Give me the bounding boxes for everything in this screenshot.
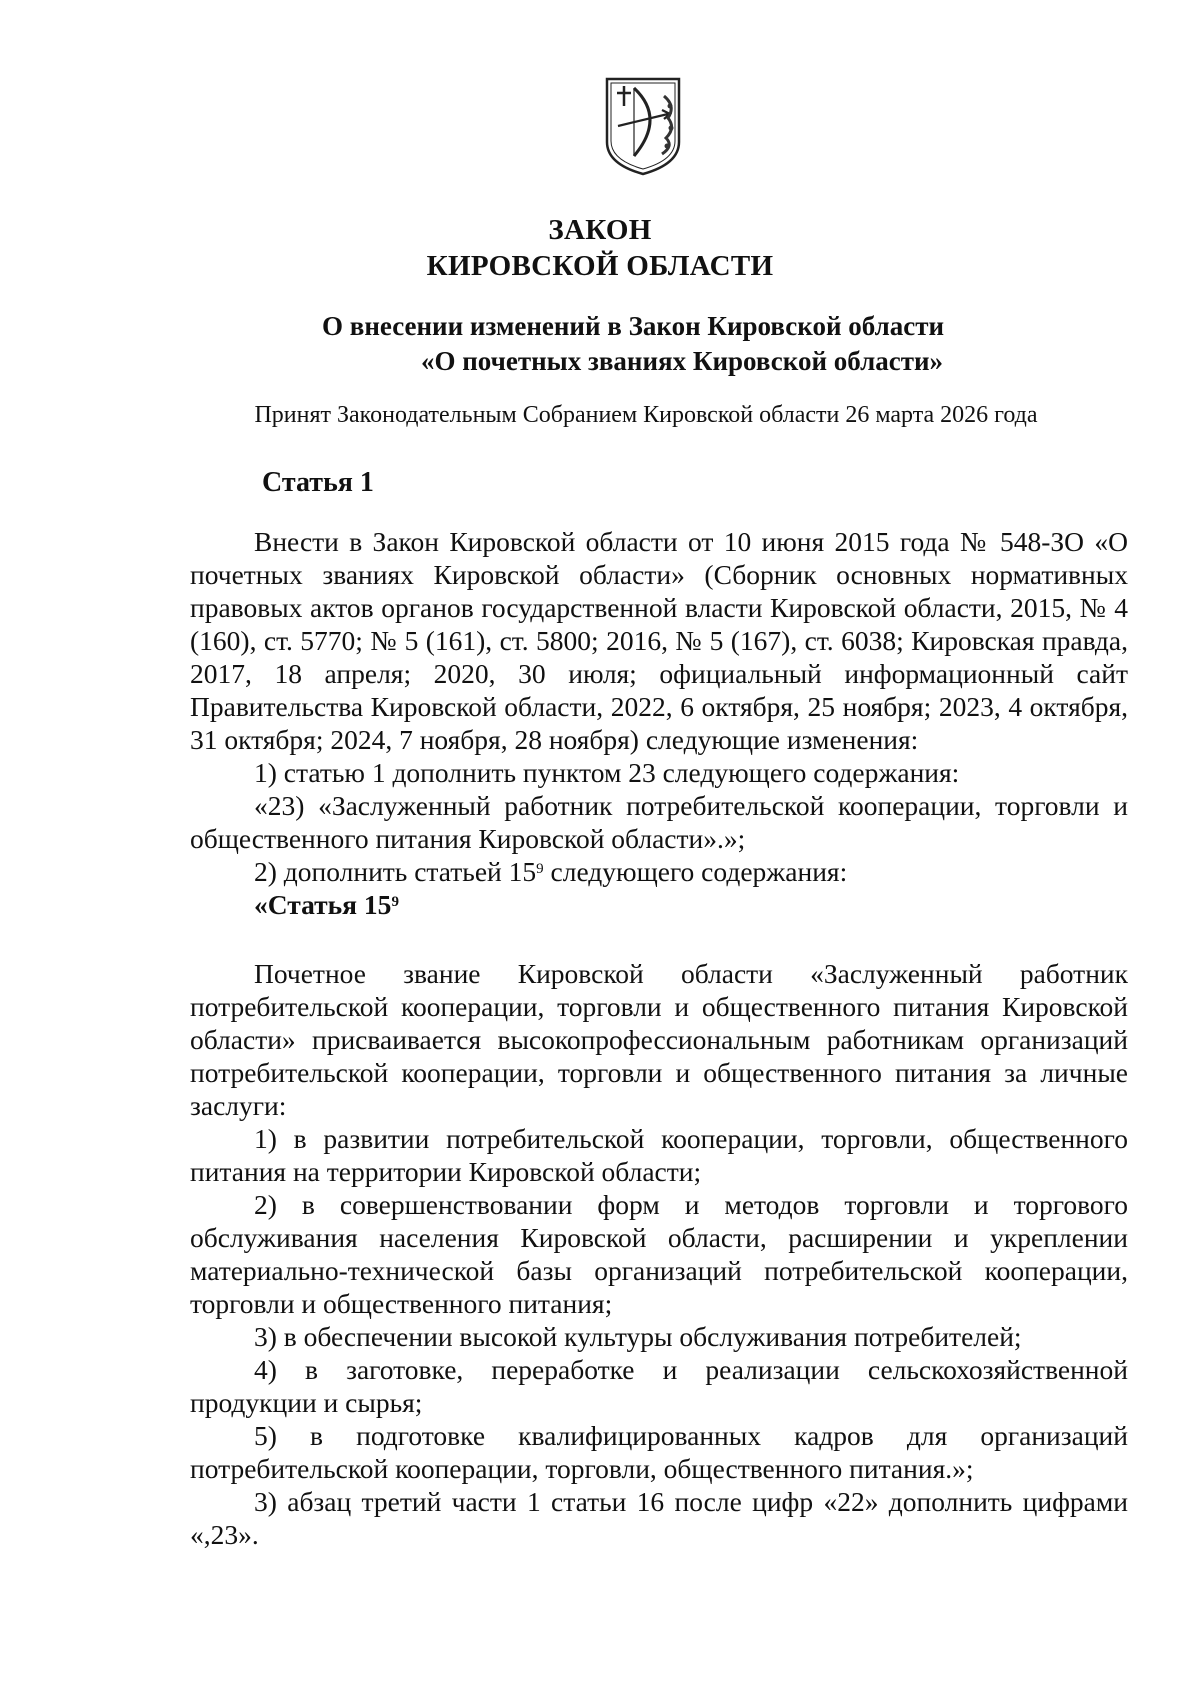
article-intro-paragraph: Внести в Закон Кировской области от 10 июня 2015 года № 548-ЗО «О почетных званиях Кировской области» (Сборник основных нормативных правовых актов органов государственной власти Кировской области, 2015, № 4 (160), ст. 5770; № 5 (161), ст. 5800; 2016, № 5 (167), ст. 6038; Кировская правда, 2017, 18 апреля; 2020, 30 июля; официальный информационный сайт Правительства Кировской области, 2022, 6 октября, 25 ноября; 2023, 4 октября, 31 октября; 2024, 7 ноября, 28 ноября) следующие изменения: — [190, 526, 1128, 755]
amendment-item-1: 1) статью 1 дополнить пунктом 23 следующего содержания: — [254, 757, 960, 788]
amendment-item-2-text: 2) дополнить статьей 15 — [254, 856, 537, 887]
law-subtitle-line1: О внесении изменений в Закон Кировской области — [322, 311, 945, 341]
article-heading: Статья 1 — [262, 467, 374, 498]
amendment-item-2-superscript: 9 — [536, 861, 544, 877]
merit-item-5: 5) в подготовке квалифицированных кадров для организаций потребительской кооперации, торговли, общественного питания.»; — [190, 1420, 1128, 1484]
merit-item-2: 2) в совершенствовании форм и методов торговли и торгового обслуживания населения Кировской области, расширении и укреплении материально-технической базы организаций потребительской кооперации, торговли и общественного питания; — [190, 1189, 1128, 1319]
merit-item-3: 3) в обеспечении высокой культуры обслуживания потребителей; — [254, 1321, 1022, 1352]
new-article-heading-superscript: 9 — [391, 894, 399, 910]
adoption-note: Принят Законодательным Собранием Кировской области 26 марта 2026 года — [254, 402, 1038, 428]
amendment-item-2 — [190, 855, 1128, 888]
amendment-item-3: 3) абзац третий части 1 статьи 16 после цифр «22» дополнить цифрами «,23». — [190, 1486, 1128, 1550]
amendment-item-1-quote: «23) «Заслуженный работник потребительской кооперации, торговли и общественного питания Кировской области».»; — [190, 790, 1128, 854]
law-subtitle-line2: «О почетных званиях Кировской области» — [421, 346, 944, 376]
kirov-region-coat-of-arms-icon — [604, 76, 682, 176]
amendment-item-2-text-end: следующего содержания: — [543, 856, 848, 887]
law-title-line1: ЗАКОН — [548, 214, 652, 246]
merit-item-1: 1) в развитии потребительской кооперации, торговли, общественного питания на территории Кировской области; — [190, 1123, 1128, 1187]
new-article-heading-text: «Статья 15 — [254, 889, 392, 920]
new-article-paragraph: Почетное звание Кировской области «Заслуженный работник потребительской кооперации, торговли и общественного питания Кировской области» присваивается высокопрофессиональным работникам организаций потребительской кооперации, торговли и общественного питания за личные заслуги: — [190, 958, 1128, 1121]
law-title-line2: КИРОВСКОЙ ОБЛАСТИ — [426, 250, 774, 282]
article-body — [190, 525, 1128, 1551]
merit-item-4: 4) в заготовке, переработке и реализации сельскохозяйственной продукции и сырья; — [190, 1354, 1128, 1418]
new-article-heading — [190, 888, 1128, 921]
